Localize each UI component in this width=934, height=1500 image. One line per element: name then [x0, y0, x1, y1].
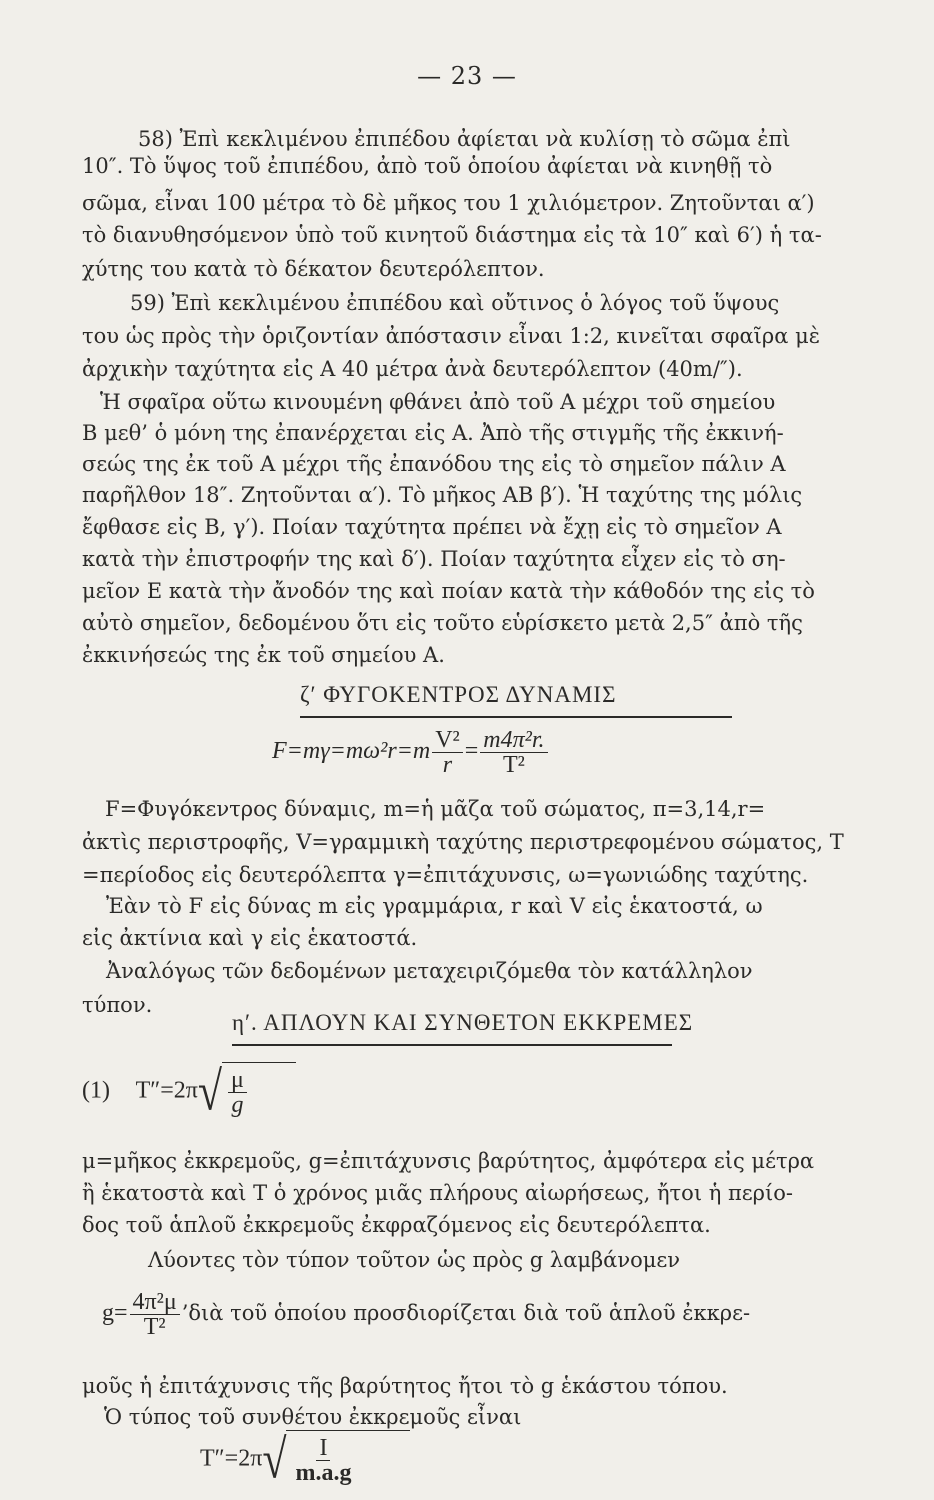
definition-line-3: =περίοδος εἰς δευτερόλεπτα γ=ἐπιτάχυνσις, ω=γωνιώδης ταχύτης.	[82, 863, 809, 887]
fraction-numerator: 4π²μ	[130, 1290, 180, 1315]
definition-line-7: τύπον.	[82, 993, 153, 1017]
problem-59-line-6: σεώς της ἐκ τοῦ Α μέχρι τῆς ἐπανόδου της εἰς τὸ σημεῖον πάλιν Α	[82, 452, 786, 476]
problem-58-line-5: χύτης του κατὰ τὸ δέκατον δευτερόλεπτον.	[82, 257, 545, 281]
definition-line-4: Ἐὰν τὸ F εἰς δύνας m εἰς γραμμάρια, r καὶ V εἰς ἑκατοστά, ω	[106, 894, 763, 918]
fraction-4pi2mu-t2	[130, 1290, 180, 1339]
page-number: — 23 —	[417, 62, 517, 90]
formula-equals: =	[464, 738, 479, 765]
problem-59-line-8: ἔφθασε εἰς Β, γ′). Ποίαν ταχύτητα πρέπει νὰ ἔχῃ εἰς τὸ σημεῖον Α	[82, 515, 782, 539]
gravity-definition-line-1: μοῦς ἡ ἐπιτάχυνσις τῆς βαρύτητος ἤτοι τὸ g ἑκάστου τόπου.	[82, 1374, 728, 1398]
fraction-denominator: T²	[502, 752, 525, 778]
problem-59-line-1: 59) Ἐπὶ κεκλιμένου ἐπιπέδου καὶ οὔτινος ὁ λόγος τοῦ ὕψους	[130, 291, 780, 315]
gravity-formula	[102, 1290, 750, 1339]
problem-58-line-1: 58) Ἐπὶ κεκλιμένου ἐπιπέδου ἀφίεται νὰ κυλίσῃ τὸ σῶμα ἐπὶ	[138, 127, 791, 151]
heading-underline	[232, 1044, 672, 1046]
fraction-denominator: r	[442, 752, 453, 778]
formula-trailing-text: ’διὰ τοῦ ὁποίου προσδιορίζεται διὰ τοῦ ἁπλοῦ ἐκκρε-	[181, 1301, 751, 1326]
fraction-numerator: m4π²r.	[480, 728, 547, 753]
definition-line-2: ἀκτὶς περιστροφῆς, V=γραμμικὴ ταχύτης περιστρεφομένου σώματος, Τ	[82, 830, 844, 854]
fraction-m4pi2r-t2	[480, 728, 547, 777]
problem-59-line-7: παρῆλθον 18″. Ζητοῦνται α′). Τὸ μῆκος ΑΒ β′). Ἡ ταχύτης της μόλις	[82, 483, 803, 507]
fraction-numerator: V²	[432, 728, 463, 753]
fraction-v2-r	[432, 728, 463, 777]
problem-59-line-10: μεῖον Ε κατὰ τὴν ἄνοδόν της καὶ ποίαν κατὰ τὴν κάθοδόν της εἰς τὸ	[82, 579, 815, 603]
heading-pendulum: η′. ΑΠΛΟΥΝ ΚΑΙ ΣΥΝΘΕΤΟΝ ΕΚΚΡΕΜΕΣ	[232, 1010, 694, 1035]
problem-59-line-2: του ὡς πρὸς τὴν ὁριζοντίαν ἀπόστασιν εἶναι 1:2, κινεῖται σφαῖρα μὲ	[82, 324, 821, 348]
pendulum-definition-line-2: ἢ ἑκατοστὰ καὶ Τ ὁ χρόνος μιᾶς πλήρους αἰωρήσεως, ἤτοι ἡ περίο-	[82, 1181, 793, 1205]
pendulum-definition-line-4: Λύοντες τὸν τύπον τοῦτον ὡς πρὸς g λαμβάνομεν	[148, 1248, 681, 1272]
formula-label: (1)	[82, 1077, 110, 1104]
square-root	[262, 1430, 410, 1490]
problem-59-line-9: κατὰ τὴν ἐπιστροφήν της καὶ δ′). Ποίαν ταχύτητα εἶχεν εἰς τὸ ση-	[82, 547, 786, 571]
fraction-mu-g	[228, 1068, 247, 1117]
centrifugal-force-formula	[272, 728, 550, 777]
definition-line-5: εἰς ἀκτίνια καὶ γ εἰς ἑκατοστά.	[82, 926, 418, 950]
formula-lhs: T″=2π	[200, 1445, 263, 1472]
formula-lhs: F=mγ=mω²r=m	[272, 738, 431, 765]
problem-59-line-3: ἀρχικὴν ταχύτητα εἰς Α 40 μέτρα ἀνὰ δευτερόλεπτον (40m/″).	[82, 357, 743, 381]
compound-pendulum-formula	[200, 1430, 410, 1490]
problem-59-line-4: Ἡ σφαῖρα οὕτω κινουμένη φθάνει ἀπὸ τοῦ Α μέχρι τοῦ σημείου	[100, 390, 776, 414]
fraction-denominator: T²	[143, 1314, 166, 1340]
problem-58-line-3: σῶμα, εἶναι 100 μέτρα τὸ δὲ μῆκος του 1 χιλιόμετρον. Ζητοῦνται α′)	[82, 191, 815, 215]
definition-line-6: Ἀναλόγως τῶν δεδομένων μεταχειριζόμεθα τὸν κατάλληλον	[106, 959, 753, 983]
formula-lhs: g=	[102, 1300, 128, 1327]
pendulum-definition-line-3: δος τοῦ ἁπλοῦ ἐκκρεμοῦς ἐκφραζόμενος εἰς δευτερόλεπτα.	[82, 1213, 711, 1237]
fraction-i-mag	[292, 1436, 354, 1485]
formula-lhs: T″=2π	[135, 1077, 198, 1104]
fraction-numerator: μ	[228, 1068, 247, 1093]
heading-underline	[300, 716, 732, 718]
radical-sign: √	[197, 1060, 223, 1122]
problem-58-line-4: τὸ διανυθησόμενον ὑπὸ τοῦ κινητοῦ διάστημα εἰς τὰ 10″ καὶ 6′) ἡ τα-	[82, 223, 822, 247]
definition-line-1: F=Φυγόκεντρος δύναμις, m=ἡ μᾶζα τοῦ σώματος, π=3,14,r=	[105, 797, 766, 821]
radical-sign: √	[262, 1428, 287, 1490]
pendulum-definition-line-1: μ=μῆκος ἐκκρεμοῦς, g=ἐπιτάχυνσις βαρύτητος, ἀμφότερα εἰς μέτρα	[82, 1149, 815, 1173]
problem-59-line-12: ἐκκινήσεώς της ἐκ τοῦ σημείου Α.	[82, 643, 445, 667]
gravity-definition-line-2: Ὁ τύπος τοῦ συνθέτου ἐκκρεμοῦς εἶναι	[104, 1405, 522, 1429]
simple-pendulum-formula	[82, 1062, 296, 1122]
problem-58-line-2: 10″. Τὸ ὕψος τοῦ ἐπιπέδου, ἀπὸ τοῦ ὁποίου ἀφίεται νὰ κινηθῇ τὸ	[82, 154, 773, 178]
heading-centrifugal-force: ζ′ ΦΥΓΟΚΕΝΤΡΟΣ ΔΥΝΑΜΙΣ	[300, 682, 617, 707]
fraction-numerator: I	[316, 1436, 330, 1461]
square-root	[198, 1062, 296, 1122]
problem-59-line-5: Β μεθ’ ὁ μόνη της ἐπανέρχεται εἰς Α. Ἀπὸ τῆς στιγμῆς τῆς ἐκκινή-	[82, 421, 784, 445]
fraction-denominator: g	[231, 1092, 244, 1118]
problem-59-line-11: αὐτὸ σημεῖον, δεδομένου ὅτι εἰς τοῦτο εὑρίσκετο μετὰ 2,5″ ἀπὸ τῆς	[82, 611, 803, 635]
fraction-denominator: m.a.g	[295, 1460, 352, 1486]
